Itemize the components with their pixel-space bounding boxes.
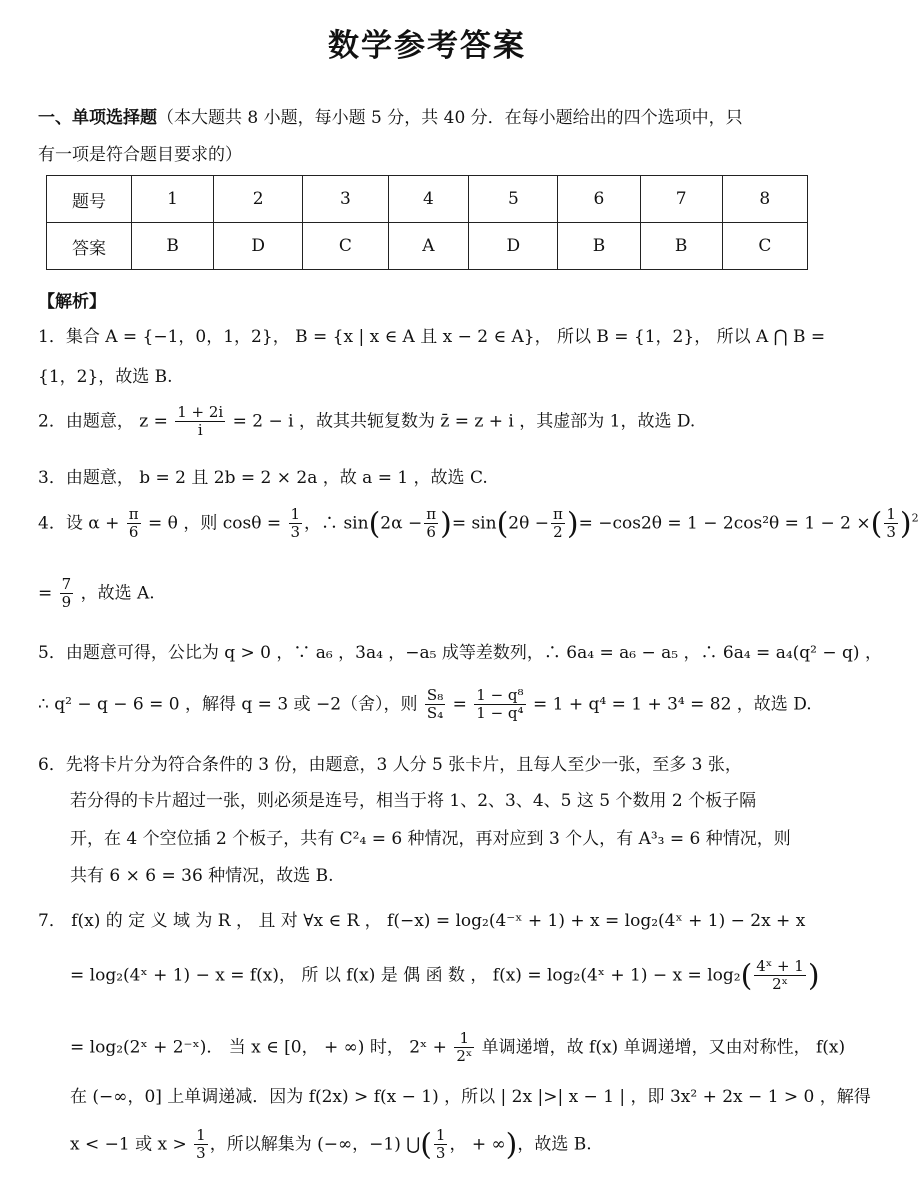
q4-p1: 4．设 α + bbox=[38, 513, 120, 534]
q4-pi-n2: π bbox=[426, 505, 437, 523]
q2-num: 1 + 2i bbox=[177, 403, 224, 421]
q6-line-4: 共有 6 × 6 = 36 种情况，故选 B. bbox=[70, 866, 334, 886]
q7-l5-in-d: 3 bbox=[435, 1144, 446, 1163]
q7-l3-d: 2ˣ bbox=[456, 1047, 473, 1066]
q7-l3-pre: = log₂(2ˣ + 2⁻ˣ)． 当 x ∈ [0， + ∞) 时， 2ˣ + bbox=[70, 1037, 447, 1058]
q4-square: 2 bbox=[911, 511, 919, 525]
q4-l2-pre: = bbox=[38, 583, 53, 604]
q4-frac-pi6b bbox=[424, 506, 438, 542]
q4-p3: ，∴ sin bbox=[304, 513, 369, 534]
q5-s-d: S₄ bbox=[426, 704, 444, 723]
table-cell: 7 bbox=[640, 176, 722, 223]
q4-r-n: 7 bbox=[61, 575, 72, 593]
q7-l2-d: 2ˣ bbox=[772, 975, 789, 994]
table-cell: B bbox=[640, 223, 722, 270]
table-cell: 5 bbox=[469, 176, 558, 223]
table-cell: C bbox=[722, 223, 807, 270]
q2-fraction bbox=[175, 404, 225, 440]
q7-l2-pre: = log₂(4ˣ + 1) − x = f(x)， 所 以 f(x) 是 偶 函 数 ， f(x) = log₂(4ˣ + 1) − x = log₂ bbox=[70, 965, 741, 986]
table-cell: D bbox=[469, 223, 558, 270]
q7-l5-in-n: 1 bbox=[435, 1126, 446, 1144]
q7-line-3 bbox=[70, 1030, 850, 1066]
q4-line-2 bbox=[38, 576, 818, 612]
q5-f-n: 1 − q⁸ bbox=[476, 686, 524, 704]
section-heading: 一、单项选择题 bbox=[38, 108, 157, 128]
q2-line bbox=[38, 404, 818, 440]
q7-frac-13b bbox=[434, 1127, 448, 1163]
q4-frac-pi2 bbox=[551, 506, 565, 542]
q4-l2-post: ，故选 A. bbox=[80, 583, 155, 604]
table-row-answers bbox=[47, 223, 808, 270]
q7-l3-post: 单调递增，故 f(x) 单调递增，又由对称性， f(x) bbox=[481, 1037, 846, 1058]
q5-s-n: S₈ bbox=[426, 686, 444, 704]
q4-pi-d: 6 bbox=[128, 523, 139, 542]
table-cell: 8 bbox=[722, 176, 807, 223]
q6-line-2: 若分得的卡片超过一张，则必须是连号，相当于将 1、2、3、4、5 这 5 个数用 2 个板子隔 bbox=[70, 791, 757, 811]
q4-c-n2: 1 bbox=[886, 505, 896, 523]
q4-frac-13 bbox=[289, 506, 303, 542]
q6-line-3: 开，在 4 个空位插 2 个板子，共有 C²₄ = 6 种情况，再对应到 3 个人，有 A³₃ = 6 种情况，则 bbox=[70, 829, 791, 849]
q7-line-4: 在 (−∞，0] 上单调递减．因为 f(2x) > f(x − 1) ，所以 | 2x |>| x − 1 | ，即 3x² + 2x − 1 > 0 ，解得 bbox=[70, 1087, 871, 1107]
q2-pre: 2．由题意， z = bbox=[38, 411, 168, 432]
q4-r-d: 9 bbox=[61, 593, 72, 612]
q4-c-d: 3 bbox=[290, 523, 301, 542]
table-row-label: 答案 bbox=[47, 223, 132, 270]
table-row-numbers bbox=[47, 176, 808, 223]
answer-table bbox=[46, 175, 808, 270]
section-heading-line bbox=[38, 103, 818, 128]
q5-frac-q bbox=[474, 687, 525, 723]
q7-frac-13 bbox=[194, 1127, 208, 1163]
analysis-heading: 【解析】 bbox=[38, 292, 106, 312]
q7-l5-mid: ，所以解集为 (−∞，−1) ⋃ bbox=[209, 1134, 421, 1155]
q4-p5: = sin bbox=[451, 513, 497, 534]
table-cell: 1 bbox=[132, 176, 214, 223]
table-cell: A bbox=[388, 223, 469, 270]
q5-line-1: 5．由题意可得，公比为 q > 0 ，∵ a₆ ，3a₄ ，−a₅ 成等差数列，∴ 6a₄ = a₆ − a₅ ，∴ 6a₄ = a₄(q² − q) ， bbox=[38, 643, 882, 663]
q4-p2: = θ ，则 cosθ = bbox=[148, 513, 282, 534]
q4-c-n: 1 bbox=[290, 505, 301, 523]
table-cell: B bbox=[558, 223, 640, 270]
q7-frac-2x bbox=[454, 1030, 474, 1066]
q4-c-d2: 3 bbox=[886, 523, 896, 542]
q4-pi-n: π bbox=[128, 505, 139, 523]
q4-p6: 2θ − bbox=[508, 513, 549, 534]
q7-line-1: 7． f(x) 的 定 义 域 为 R ， 且 对 ∀x ∈ R ， f(−x) = log₂(4⁻ˣ + 1) + x = log₂(4ˣ + 1) − 2x + x bbox=[38, 911, 806, 931]
table-cell: 4 bbox=[388, 176, 469, 223]
section-desc-2: 有一项是符合题目要求的） bbox=[38, 145, 242, 165]
table-cell: 6 bbox=[558, 176, 640, 223]
q7-l5-pre: x < −1 或 x > bbox=[70, 1134, 187, 1155]
q4-frac-79 bbox=[60, 576, 74, 612]
q4-pi2-d: 2 bbox=[553, 523, 563, 542]
q4-p4: 2α − bbox=[380, 513, 423, 534]
table-cell: B bbox=[132, 223, 214, 270]
q5-line-2: ∴ q² − q − 6 = 0 ，解得 q = 3 或 −2（舍），则 $\frac{\text{S₈}}{\text{S₄}}$ = $\frac{\text{1 − q⁸}}{\text{1 − q⁴}}$ = 1 + q⁴ = 1 + 3⁴ = 82 ，故选 D. bbox=[38, 686, 812, 723]
q1-line-2: {1，2}，故选 B. bbox=[38, 367, 173, 387]
q7-l2-n: 4ˣ + 1 bbox=[756, 957, 804, 975]
section-desc-1: （本大题共 8 小题，每小题 5 分，共 40 分．在每小题给出的四个选项中，只 bbox=[157, 108, 743, 128]
q3-line: 3．由题意， b = 2 且 2b = 2 × 2a ，故 a = 1 ，故选 C. bbox=[38, 468, 488, 488]
table-cell: 3 bbox=[303, 176, 388, 223]
q5-f-d: 1 − q⁴ bbox=[476, 704, 524, 723]
q7-line-5: x < −1 或 x > $\frac{1}{3}$ ，所以解集为 (−∞，−1) ⋃( $\frac{1}{3}$ ， + ∞)，故选 B. bbox=[70, 1126, 592, 1163]
table-cell: D bbox=[214, 223, 303, 270]
q4-frac-pi6 bbox=[127, 506, 141, 542]
q7-l5-d: 3 bbox=[196, 1144, 206, 1163]
q7-frac-4x bbox=[754, 958, 806, 994]
table-cell: 2 bbox=[214, 176, 303, 223]
q2-post: = 2 − i ，故其共轭复数为 z̄ = z + i ，其虚部为 1，故选 D. bbox=[232, 411, 696, 432]
q5-l2-post: = 1 + q⁴ = 1 + 3⁴ = 82 ，故选 D. bbox=[532, 694, 812, 715]
q7-l3-n: 1 bbox=[454, 1030, 474, 1048]
q6-line-1: 6．先将卡片分为符合条件的 3 份，由题意，3 人分 5 张卡片，且每人至少一张，至多 3 张， bbox=[38, 755, 742, 775]
q7-line-2: = log₂(4ˣ + 1) − x = f(x)， 所 以 f(x) 是 偶 函 数 ， f(x) = log₂(4ˣ + 1) − x = log₂( $\frac{\text{4ˣ + 1}}{\text{2ˣ}}$ ) bbox=[70, 957, 820, 994]
page-title: 数学参考答案 bbox=[328, 28, 526, 64]
q7-l5-in-post: ， + ∞ bbox=[449, 1134, 506, 1155]
q5-frac-s bbox=[425, 687, 445, 723]
table-cell: C bbox=[303, 223, 388, 270]
q4-pi-n3: π bbox=[553, 505, 563, 523]
q4-frac-13b bbox=[884, 506, 898, 542]
q4-p7: = −cos2θ = 1 − 2cos²θ = 1 − 2 × bbox=[578, 513, 871, 534]
q2-den: i bbox=[197, 421, 203, 440]
q1-line-1: 1．集合 A = {−1，0，1，2}， B = {x | x ∈ A 且 x − 2 ∈ A}， 所以 B = {1，2}， 所以 A ⋂ B = bbox=[38, 327, 826, 347]
q7-l5-post: ，故选 B. bbox=[517, 1134, 592, 1155]
table-row-label: 题号 bbox=[47, 176, 132, 223]
q4-line-1: 4．设 α + $\frac{\pi}{6}$ = θ ，则 cosθ = $\frac{1}{3}$ ，∴ sin(2α − $\frac{\pi}{6}$ )= sin(2θ − $\frac{\pi}{2}$ )= −cos2θ = 1 − 2cos²θ = 1 − 2 ×( $\frac{1}{3}$ )$^2$ bbox=[38, 505, 919, 542]
q7-l5-n: 1 bbox=[196, 1126, 206, 1144]
q5-l2-pre: ∴ q² − q − 6 = 0 ，解得 q = 3 或 −2（舍），则 bbox=[38, 694, 418, 715]
q4-pi-d2: 6 bbox=[426, 523, 436, 542]
